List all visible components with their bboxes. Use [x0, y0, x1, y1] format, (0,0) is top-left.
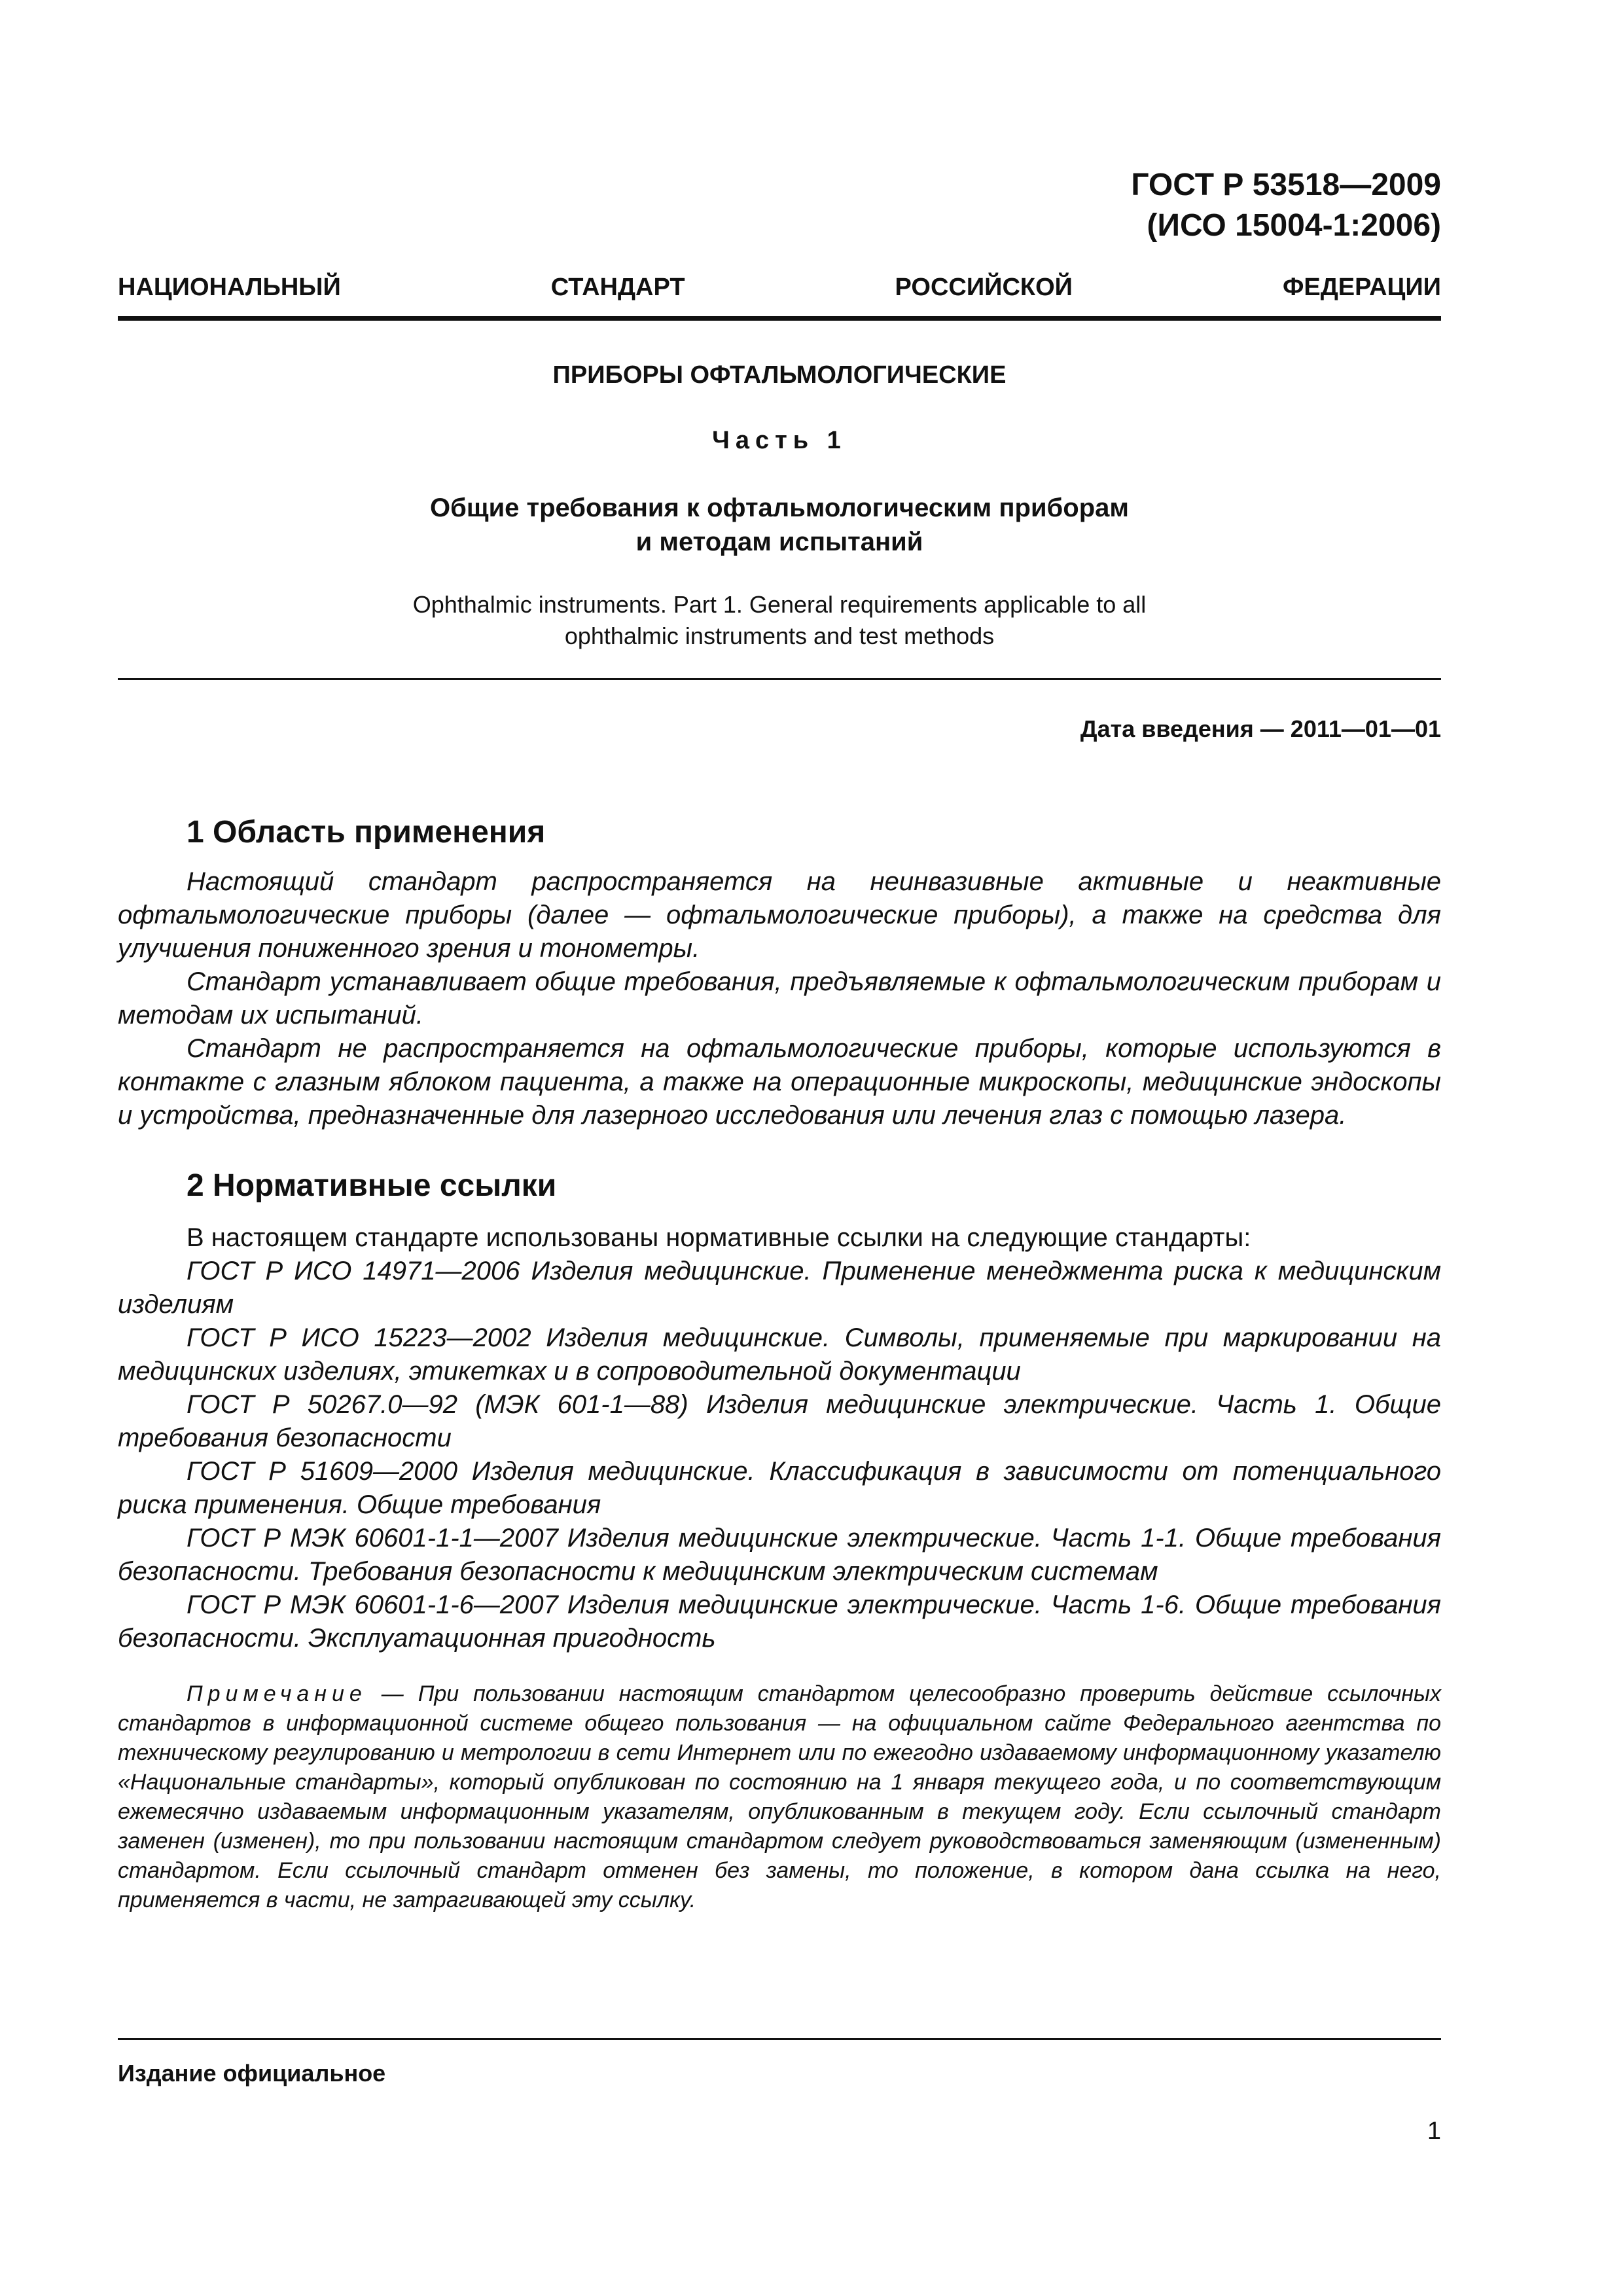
section-1-body: [118, 865, 1441, 1132]
reference-item: ГОСТ Р 51609—2000 Изделия медицинские. Классификация в зависимости от потенциального риска применения. Общие требования: [118, 1457, 1441, 1519]
page-number: 1: [1427, 2117, 1441, 2145]
reference-item: ГОСТ Р ИСО 15223—2002 Изделия медицинские. Символы, применяемые при маркировании на медицинских изделиях, этикетках и в сопроводительной документации: [118, 1323, 1441, 1386]
banner-word: НАЦИОНАЛЬНЫЙ: [118, 274, 341, 301]
banner-word: СТАНДАРТ: [550, 274, 685, 301]
national-standard-banner: [118, 271, 1441, 304]
official-edition-label: Издание официальное: [118, 2060, 386, 2087]
paragraph: Стандарт устанавливает общие требования, предъявляемые к офтальмологическим приборам и методам их испытаний.: [118, 967, 1441, 1030]
english-title: [118, 589, 1441, 652]
subtitle-line: Общие требования к офтальмологическим приборам: [430, 493, 1129, 522]
introduction-date: Дата введения — 2011—01—01: [1080, 715, 1441, 742]
reference-item: ГОСТ Р МЭК 60601-1-6—2007 Изделия медицинские электрические. Часть 1-6. Общие требования безопасности. Эксплуатационная пригодность: [118, 1590, 1441, 1653]
footer-divider: [118, 2038, 1441, 2040]
paragraph: Настоящий стандарт распространяется на неинвазивные активные и неактивные офтальмологические приборы (далее — офтальмологические приборы), а также на средства для улучшения пониженного зрения и тонометры.: [118, 867, 1441, 963]
header-divider: [118, 316, 1441, 321]
paragraph: Стандарт не распространяется на офтальмологические приборы, которые используются в контакте с глазным яблоком пациента, а также на операционные микроскопы, медицинские эндоскопы и устройства, предназначенные для лазерного исследования или лечения глаз с помощью лазера.: [118, 1034, 1441, 1130]
note-text: — При пользовании настоящим стандартом целесообразно проверить действие ссылочных стандартов в информационной системе общего пользования — на официальном сайте Федерального агентства по техническому регулированию и метрологии в сети Интернет или по ежегодно издаваемому информационному указателю «Национальные стандарты», который опубликован по состоянию на 1 января текущего года, и по соответствующим ежемесячно издаваемым информационным указателям, опубликованным в текущем году. Если ссылочный стандарт заменен (изменен), то при пользовании настоящим стандартом следует руководствоваться заменяющим (измененным) стандартом. Если ссылочный стандарт отменен без замены, то положение, в котором дана ссылка на него, применяется в части, не затрагивающей эту ссылку.: [118, 1681, 1442, 1912]
designation-iso: (ИСО 15004-1:2006): [1147, 208, 1441, 243]
part-label: Часть 1: [712, 427, 847, 454]
standard-designation: [1131, 165, 1441, 246]
reference-item: ГОСТ Р МЭК 60601-1-1—2007 Изделия медицинские электрические. Часть 1-1. Общие требования безопасности. Требования безопасности к медицинским электрическим системам: [118, 1524, 1441, 1586]
banner-word: ФЕДЕРАЦИИ: [1282, 274, 1441, 301]
section-2-body: [118, 1221, 1441, 1655]
document-subtitle: [118, 491, 1441, 559]
title-divider: [118, 678, 1441, 680]
reference-item: ГОСТ Р 50267.0—92 (МЭК 601-1—88) Изделия медицинские электрические. Часть 1. Общие требования безопасности: [118, 1390, 1441, 1452]
designation-gost: ГОСТ Р 53518—2009: [1131, 168, 1441, 202]
document-title: ПРИБОРЫ ОФТАЛЬМОЛОГИЧЕСКИЕ: [552, 361, 1007, 389]
note-label: Примечание: [187, 1681, 367, 1706]
subtitle-line: и методам испытаний: [635, 528, 923, 556]
references-intro: В настоящем стандарте использованы нормативные ссылки на следующие стандарты:: [187, 1223, 1251, 1252]
banner-word: РОССИЙСКОЙ: [895, 274, 1073, 301]
english-title-line: Ophthalmic instruments. Part 1. General requirements applicable to all: [412, 591, 1147, 618]
reference-item: ГОСТ Р ИСО 14971—2006 Изделия медицинские. Применение менеджмента риска к медицинским изделиям: [118, 1257, 1441, 1319]
english-title-line: ophthalmic instruments and test methods: [564, 622, 995, 649]
note: [118, 1679, 1441, 1915]
section-2-heading: 2 Нормативные ссылки: [187, 1168, 557, 1203]
section-1-heading: 1 Область применения: [187, 815, 546, 850]
